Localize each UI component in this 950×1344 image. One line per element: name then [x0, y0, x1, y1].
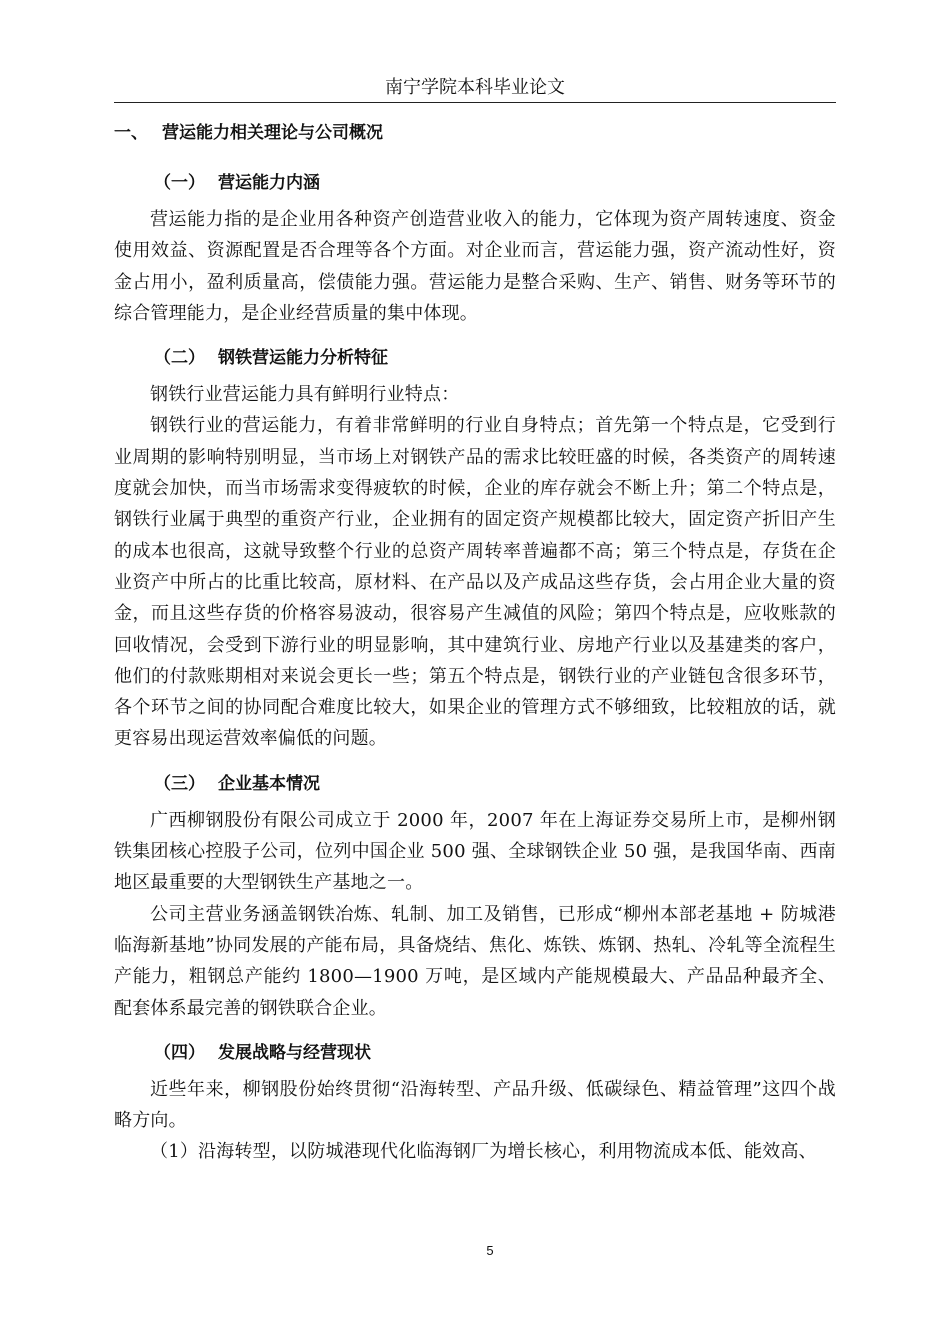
header-rule: [114, 102, 836, 103]
subsection-number: （一）: [154, 173, 205, 193]
subsection-title: 钢铁营运能力分析特征: [218, 348, 388, 369]
paragraph: 广西柳钢股份有限公司成立于 2000 年，2007 年在上海证券交易所上市，是柳州钢铁集团核心控股子公司，位列中国企业 500 强、全球钢铁企业 50 强，是我国华南、西南地区最重要的大型钢铁生产基地之一。: [114, 809, 836, 894]
subsection-number: （二）: [154, 348, 205, 369]
page-content: [114, 118, 836, 1168]
subsection-heading-1: [114, 168, 836, 204]
running-header: 南宁学院本科毕业论文: [385, 77, 565, 98]
page-number: 5: [486, 1243, 494, 1258]
paragraph: （1）沿海转型，以防城港现代化临海钢厂为增长核心，利用物流成本低、能效高、: [150, 1141, 817, 1163]
subsection-number: （四）: [154, 1042, 205, 1063]
subsection-number: （三）: [154, 773, 205, 794]
subsection-title: 企业基本情况: [218, 773, 320, 794]
subsection-title: 营运能力内涵: [218, 173, 320, 193]
subsection-heading-2: [114, 343, 836, 379]
paragraph: 公司主营业务涵盖钢铁冶炼、轧制、加工及销售，已形成“柳州本部老基地 + 防城港临海新基地”协同发展的产能布局，具备烧结、焦化、炼铁、炼钢、热轧、冷轧等全流程生产能力，粗钢总产能约 1800—1900 万吨，是区域内产能规模最大、产品品种最齐全、配套体系最完善的钢铁联合企业。: [114, 903, 836, 1019]
paragraph: 钢铁行业营运能力具有鲜明行业特点：: [150, 384, 460, 406]
paragraph: 营运能力指的是企业用各种资产创造营业收入的能力，它体现为资产周转速度、资金使用效益、资源配置是否合理等各个方面。对企业而言，营运能力强，资产流动性好，资金占用小，盈利质量高，偿债能力强。营运能力是整合采购、生产、销售、财务等环节的综合管理能力，是企业经营质量的集中体现。: [114, 209, 836, 324]
section-number: 一、: [114, 123, 148, 143]
subsection-heading-3: [114, 769, 836, 805]
section-heading: [114, 118, 836, 168]
paragraph: 钢铁行业的营运能力，有着非常鲜明的行业自身特点；首先第一个特点是，它受到行业周期的影响特别明显，当市场上对钢铁产品的需求比较旺盛的时候，各类资产的周转速度就会加快，而当市场需求变得疲软的时候，企业的库存就会不断上升；第二个特点是，钢铁行业属于典型的重资产行业，企业拥有的固定资产规模都比较大，固定资产折旧产生的成本也很高，这就导致整个行业的总资产周转率普遍都不高；第三个特点是，存货在企业资产中所占的比重比较高，原材料、在产品以及产成品这些存货，会占用企业大量的资金，而且这些存货的价格容易波动，很容易产生减值的风险；第四个特点是，应收账款的回收情况，会受到下游行业的明显影响，其中建筑行业、房地产行业以及基建类的客户，他们的付款账期相对来说会更长一些；第五个特点是，钢铁行业的产业链包含很多环节，各个环节之间的协同配合难度比较大，如果企业的管理方式不够细致，比较粗放的话，就更容易出现运营效率偏低的问题。: [114, 415, 836, 750]
subsection-heading-4: [114, 1038, 836, 1074]
section-title: 营运能力相关理论与公司概况: [162, 123, 383, 143]
paragraph: 近些年来，柳钢股份始终贯彻“沿海转型、产品升级、低碳绿色、精益管理”这四个战略方向。: [114, 1078, 836, 1132]
subsection-title: 发展战略与经营现状: [218, 1042, 371, 1063]
